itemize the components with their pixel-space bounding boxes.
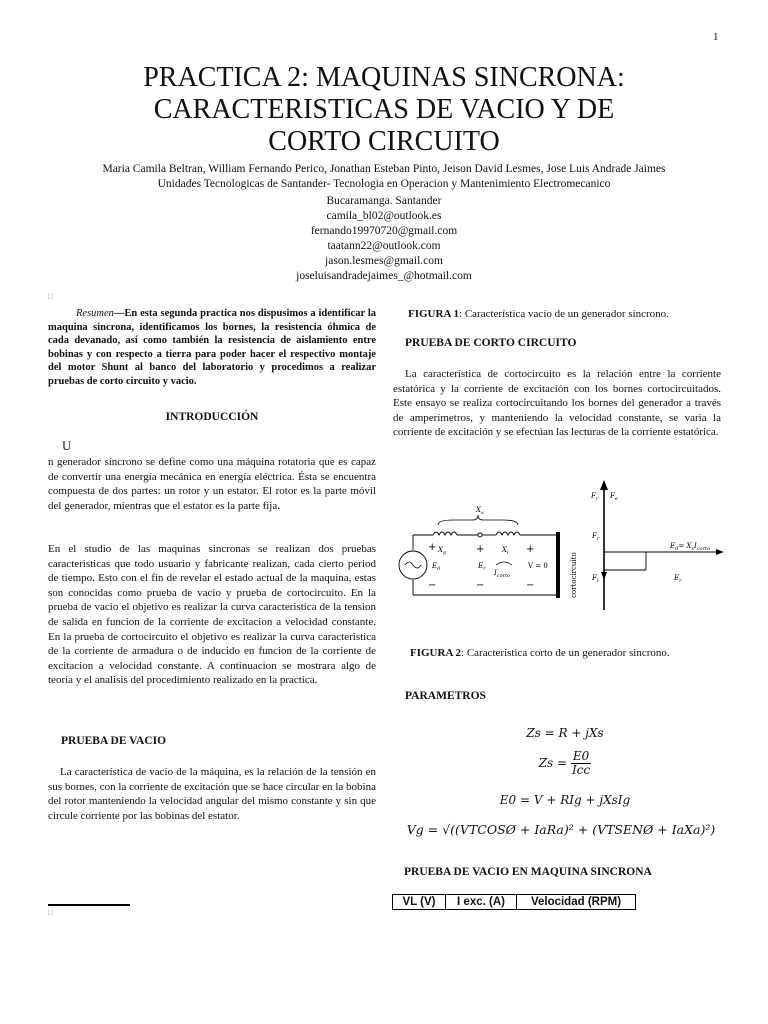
figure-1-label: FIGURA 1 bbox=[408, 308, 460, 320]
abstract bbox=[48, 307, 376, 388]
equation-zs: Zs = R + jXs bbox=[526, 726, 604, 740]
figure-1-text: : Característica vacío de un generador síncrono. bbox=[459, 308, 669, 320]
footnote-marker: □ bbox=[48, 908, 53, 917]
v0-label: V = 0 bbox=[528, 562, 548, 570]
title-line-3: CORTO CIRCUITO bbox=[268, 126, 500, 157]
author-block bbox=[30, 162, 738, 284]
header-vl: VL (V) bbox=[393, 895, 446, 910]
email-1: camila_bl02@outlook.es bbox=[326, 210, 442, 222]
svg-text:−: − bbox=[526, 580, 535, 591]
vacio-paragraph: La característica de vacío de la máquina, es la relación de la tensión en sus bornes, con la corriente de excitación que se hace circular en la bobina del rotor manteniendo la velocidad angular del mismo constante y sin que circule corriente por las bobinas del estator. bbox=[48, 766, 376, 822]
footnote-rule bbox=[48, 904, 130, 906]
intro-paragraph-1: n generador síncrono se define como una máquina rotatoria que es capaz de convertir una energía mecánica en energía eléctrica. Ésta se encuentra compuesta de dos partes: un rotor y un estator. El rotor es la parte móvil del generador, mientras que el estator es la parte fija. bbox=[48, 456, 376, 512]
coil-xp bbox=[433, 532, 457, 535]
header-iexc: I exc. (A) bbox=[446, 895, 517, 910]
abstract-text: —En esta segunda practica nos dispusimos a identificar la maquina sincrona, identificamos los bornes, la resistencia óhmica de cada devanado, así como también la resistencia de aislamiento entre bobinas y con respecto a tierra para poder hacer el respectivo montaje del motor Shunt al banco del laboratorio y procedimos a realizar pruebas de corto circuito y vacio. bbox=[48, 308, 376, 387]
intro-dropcap: U bbox=[62, 438, 72, 453]
xs-label: $X_s$ bbox=[476, 506, 484, 516]
icorto-label: $I_{corto}$ bbox=[494, 569, 510, 579]
fr-label: $F_r$ bbox=[591, 492, 599, 502]
short-circuit-diagram bbox=[398, 480, 728, 615]
figure-2-label: FIGURA 2 bbox=[410, 647, 462, 659]
authors: Maria Camila Beltran, William Fernando Perico, Jonathan Esteban Pinto, Jeison David Lesmes, Jose Luis Andrade Jaimes bbox=[102, 163, 666, 175]
vacio-table bbox=[392, 894, 636, 910]
header-velocidad: Velocidad (RPM) bbox=[517, 895, 636, 910]
figure-2-text: : Característica corto de un generador sincrono. bbox=[461, 647, 670, 659]
xl-label: $X_l$ bbox=[502, 546, 509, 556]
svg-text:+: + bbox=[526, 544, 535, 555]
svg-text:−: − bbox=[428, 580, 437, 591]
xs-brace bbox=[438, 515, 518, 525]
intro-paragraph-2: En el studio de las maquinas sincronas se realizan dos pruebas caracteristicas que todo usuario y fabricante realizan, cada cierto period de tiempo. Esto con el fin de revelar el estado actual de la maquina, estas son conocidas como prueba de vacio y prueba de cortocircuito. En la prueba de vacio el objetivo es realizar la curva caracteristica de la tension de salida en funcion de la corriente de excitacion a velocidad constante. En la prueba de cortocircuito el objetivo es realizar la curva caracteristica de la corriente de armadura o de inducido en funcion de la corriente de excitacion a velocidad constante. A continuacion se mostrara algo de teoria y el analisis del procedimiento realizado en la practica. bbox=[48, 543, 376, 687]
title-line-1: PRACTICA 2: MAQUINAS SINCRONA: bbox=[143, 62, 625, 93]
corto-paragraph: La característica de cortocircuito es la relación entre la corriente estatórica y la corriente de excitación con los bornes cortocircuitados. Este ensayo se realiza cortocircuitando los bornes del generador a través de amperímetros, y manteniendo la velocidad constante, se varía la corriente de excitación y se efectúan las lecturas de la corriente estatórica. bbox=[393, 368, 721, 439]
eq2-numerator: E0 bbox=[572, 749, 590, 763]
short-bar bbox=[556, 532, 560, 598]
email-5: joseluisandradejaimes_@hotmail.com bbox=[296, 270, 472, 282]
figure-1-caption bbox=[408, 308, 669, 320]
table-header-row bbox=[393, 895, 636, 910]
eq2-lhs: Zs = bbox=[538, 756, 568, 770]
equation-e0: E0 = V + RIg + jXsIg bbox=[499, 793, 631, 807]
paper-title bbox=[60, 62, 708, 158]
er2-label: $E_r$ bbox=[674, 574, 682, 584]
xp-label: $X_p$ bbox=[438, 546, 447, 556]
fr2-label: $F_r$ bbox=[592, 532, 600, 542]
email-3: taatann22@outlook.com bbox=[327, 240, 441, 252]
email-4: jason.lesmes@gmail.com bbox=[325, 255, 443, 267]
figure-2-caption bbox=[410, 647, 670, 659]
marker: □ bbox=[48, 292, 53, 301]
eq2-denominator: Icc bbox=[572, 763, 591, 777]
vacio-heading: PRUEBA DE VACIO bbox=[61, 735, 167, 747]
coil-xl bbox=[496, 532, 520, 535]
svg-text:+: + bbox=[476, 544, 485, 555]
equation-zs-fraction bbox=[440, 750, 690, 777]
e0-label: $E_0$ bbox=[432, 562, 441, 572]
cortocircuito-label: cortocircuito bbox=[570, 552, 578, 598]
table-heading: PRUEBA DE VACIO EN MAQUINA SINCRONA bbox=[404, 866, 652, 878]
svg-text:+: + bbox=[428, 542, 437, 553]
title-line-2: CARACTERISTICAS DE VACIO Y DE bbox=[153, 94, 615, 125]
page-number: 1 bbox=[713, 31, 719, 43]
corto-heading: PRUEBA DE CORTO CIRCUITO bbox=[405, 337, 577, 349]
equation-vg: Vg = √((VTCOSØ + IaRa)² + (VTSENØ + IaXa)²) bbox=[406, 822, 716, 837]
abstract-label: Resumen bbox=[76, 308, 114, 319]
city: Bucaramanga. Santander bbox=[326, 195, 442, 207]
email-2: fernando19970720@gmail.com bbox=[310, 225, 458, 237]
fi-label: $F_i$ bbox=[592, 574, 599, 584]
er-label: $E_r$ bbox=[478, 562, 486, 572]
affiliation: Unidades Tecnologicas de Santander- Tecnologia en Operacion y Mantenimiento Electromecanico bbox=[157, 178, 611, 190]
parametros-heading: PARAMETROS bbox=[405, 690, 486, 702]
fe-label: $F_e$ bbox=[610, 492, 618, 502]
intro-heading: INTRODUCCIÓN bbox=[165, 411, 259, 423]
svg-text:−: − bbox=[476, 580, 485, 591]
e0-phasor-label: $E_0= X_sI_{corto}$ bbox=[670, 542, 710, 552]
